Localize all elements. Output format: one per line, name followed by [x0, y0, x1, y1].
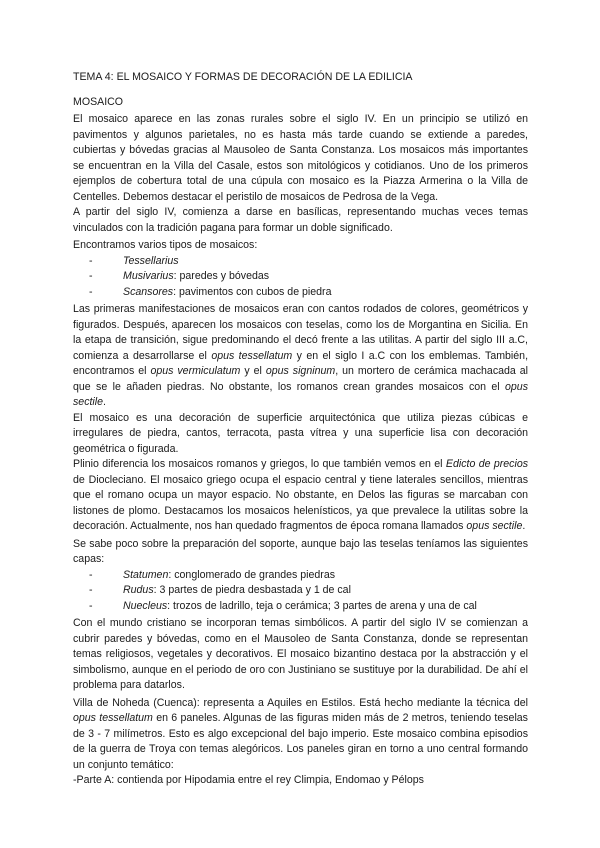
text-run: Villa de Noheda (Cuenca): representa a Aquiles en Estilos. Está hecho mediante la técnica del — [73, 696, 528, 709]
list-text: : conglomerado de grandes piedras — [168, 568, 336, 581]
page-title: TEMA 4: EL MOSAICO Y FORMAS DE DECORACIÓN DE LA EDILICIA — [73, 71, 413, 83]
support-layers-list — [73, 568, 528, 615]
italic-term: opus tessellatum — [73, 712, 153, 724]
text-run: en 6 paneles. Algunas de las figuras miden más de 2 metros, teniendo teselas de 3 - 7 milímetros. Esto es algo excepcional del bajo imperio. Este mosaico combina episodios de la guerra de Troya con temas alegóricos. Los paneles giran en torno a uno central formando un conjunto temático: — [73, 712, 528, 771]
section-heading: MOSAICO — [73, 96, 124, 108]
paragraph-definition: El mosaico es una decoración de superficie arquitectónica que utiliza piezas cúbicas e irregulares de piedra, cantos, terracota, pasta vítrea y una superficie lisa con decoración geométrica o figurada. — [73, 411, 528, 455]
text-run: de Diocleciano. El mosaico griego ocupa el espacio central y tiene laterales sencillos, mientras que el romano ocupa un mayor espacio. No obstante, en Delos las figuras se marcaban con listones de plomo. Destacamos los mosaicos helenísticos, ya que prevalece la utilitas sobre la decoración. Actualmente, nos han quedado fragmentos de época romana llamados — [73, 473, 528, 532]
text-run: . — [103, 396, 106, 408]
paragraph-basilicas: A partir del siglo IV, comienza a darse en basílicas, representando muchas veces temas vinculados con la tradición pagana para formar un doble significado. — [73, 206, 528, 234]
list-dash: - — [89, 599, 93, 612]
italic-term: opus sectile — [73, 380, 528, 408]
document-body — [73, 112, 528, 789]
paragraph-christian: Con el mundo cristiano se incorporan temas simbólicos. A partir del siglo IV se comienzan a cubrir paredes y bóvedas, como en el Mausoleo de Santa Constanza, donde se representan temas religiosos, vegetales y decorativos. El mosaico bizantino destaca por la abstracción y el simbolismo, aunque en el periodo de oro con Justiniano se sustituye por la durabilidad. De ahí el problema para datarlos. — [73, 617, 528, 691]
list-item — [73, 254, 528, 270]
list-text: : 3 partes de piedra desbastada y 1 de cal — [153, 584, 351, 596]
list-text: : paredes y bóvedas — [173, 270, 270, 282]
text-run: Plinio diferencia los mosaicos romanos y griegos, lo que también vemos en el — [73, 458, 446, 470]
italic-term: opus signinum — [265, 365, 336, 377]
paragraph-noheda — [73, 696, 528, 774]
list-item — [73, 269, 528, 285]
italic-term: opus sectile — [466, 520, 523, 532]
italic-term: opus tessellatum — [211, 349, 293, 362]
list-dash: - — [89, 285, 93, 298]
text-run: Las primeras manifestaciones de mosaicos eran con cantos rodados de colores, geométricos y figurados. Después, aparecen los mosaicos con teselas, como los de Morgantina en Sicilia. En la etapa de transición, sigue predominando el decó frente a las utilitas. A partir del siglo III a.C, comienza a desarrollarse el — [73, 303, 528, 362]
list-item — [73, 568, 528, 584]
text-run: , un mortero de cerámica machacada al que se le añaden piedras. No obstante, los romanos crean grandes mosaicos con el — [73, 365, 529, 393]
list-item — [73, 285, 528, 301]
list-item — [73, 583, 528, 599]
list-item — [73, 599, 528, 615]
list-dash: - — [89, 270, 93, 282]
list-text: : pavimentos con cubos de piedra — [173, 285, 332, 298]
text-run: y en el siglo I a.C con los emblemas. También, encontramos el — [73, 349, 529, 377]
list-dash: - — [89, 568, 93, 581]
text-run: y el — [240, 365, 266, 377]
paragraph-types-intro: Encontramos varios tipos de mosaicos: — [73, 239, 258, 251]
list-term: Statumen — [123, 568, 169, 581]
list-term: Rudus — [123, 584, 154, 596]
list-text: : trozos de ladrillo, teja o cerámica; 3 partes de arena y una de cal — [167, 599, 477, 612]
paragraph-plinio — [73, 457, 528, 535]
paragraph-intro: El mosaico aparece en las zonas rurales sobre el siglo IV. En un principio se utilizó en pavimentos y algunos parietales, no es hasta más tarde cuando se extiende a paredes, cubiertas y bóvedas gracias al Mausoleo de Santa Constanza. Los mosaicos más importantes se encuentran en la Villa del Casale, estos son mitológicos y cotidianos. Uno de los primeros ejemplos de cobertura total de una cúpula con mosaico es la Piazza Armerina o la Villa de Centelles. Debemos destacar el peristilo de mosaicos de Pedrosa de la Vega. — [73, 113, 528, 203]
paragraph-first-manifestations — [73, 302, 528, 411]
italic-term: opus vermiculatum — [150, 365, 241, 377]
paragraph-support: Se sabe poco sobre la preparación del soporte, aunque bajo las teselas teníamos las siguientes capas: — [73, 537, 528, 565]
list-dash: - — [89, 254, 93, 267]
text-run: . — [522, 520, 526, 532]
list-term: Tessellarius — [123, 254, 179, 267]
list-term: Musivarius — [123, 270, 174, 282]
italic-term: Edicto de precios — [445, 458, 529, 470]
paragraph-parte-a: -Parte A: contienda por Hipodamia entre el rey Climpia, Endomao y Pélops — [73, 774, 424, 786]
list-term: Nuecleus — [123, 599, 168, 612]
list-dash: - — [89, 584, 93, 596]
list-term: Scansores — [123, 285, 174, 298]
mosaic-types-list — [73, 254, 528, 301]
